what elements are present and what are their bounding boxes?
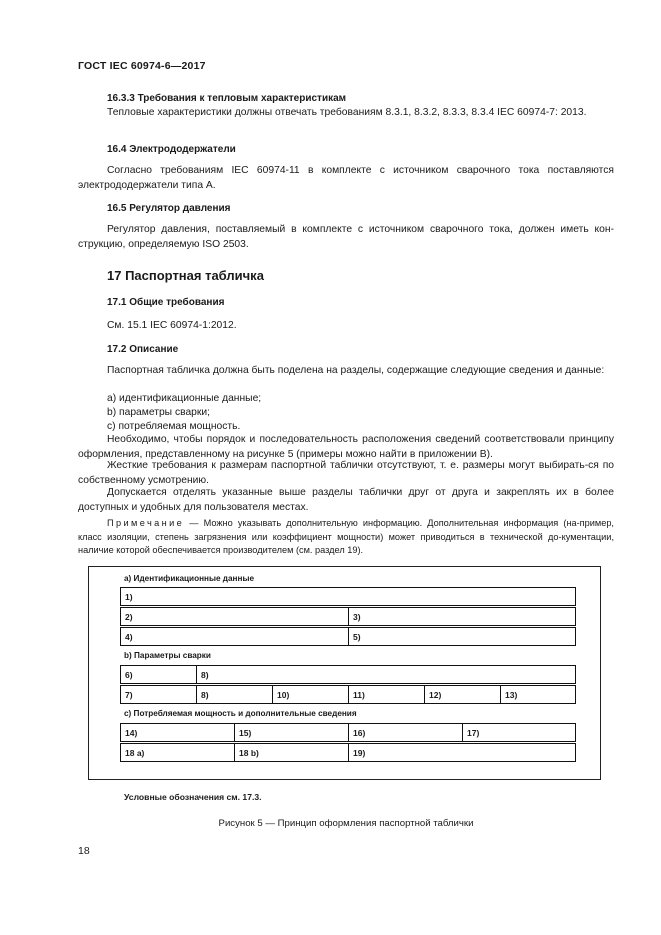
heading-16-5: 16.5 Регулятор давления [107, 203, 231, 214]
cell-1: 1) [125, 591, 133, 602]
heading-17-1: 17.1 Общие требования [107, 297, 225, 308]
nameplate-row-3 [120, 627, 576, 646]
nameplate-row-5 [120, 685, 576, 704]
cell-14: 14) [121, 724, 235, 741]
list-item: b) параметры сварки; [107, 407, 211, 418]
note-text: — Можно указывать дополнительную информацию. Дополнительная информация (на-пример, класс изоляции, степень загрязнения или коэффициент мощности) может приводиться в технической до-кументации, наличие которой обеспечивается производителем (см. раздел 19). [78, 518, 614, 555]
cell-15: 15) [235, 724, 349, 741]
heading-17: 17 Паспортная табличка [107, 268, 264, 283]
cell-7: 7) [121, 686, 197, 703]
cell-4: 4) [121, 628, 349, 645]
paragraph-17-2-sizes: Жесткие требования к размерам паспортной таблички отсутствуют, т. е. размеры могут выбирать-ся по собственному усмотрению. [78, 460, 614, 486]
cell-19: 19) [353, 747, 366, 758]
heading-16-3-3: 16.3.3 Требования к тепловым характеристикам [107, 93, 347, 104]
figure-legend: Условные обозначения см. 17.3. [124, 792, 262, 802]
paragraph-17-2-intro: Паспортная табличка должна быть поделена на разделы, содержащие следующие сведения и данные: [107, 365, 605, 376]
paragraph-16-5: Регулятор давления, поставляемый в комплекте с источником сварочного тока, должен иметь кон-струкцию, определяемую ISO 2503. [78, 224, 614, 250]
paragraph-17-1: См. 15.1 IEC 60974-1:2012. [107, 320, 237, 331]
section-b-label: b) Параметры сварки [124, 651, 211, 660]
paragraph-16-3-3: Тепловые характеристики должны отвечать требованиям 8.3.1, 8.3.2, 8.3.3, 8.3.4 IEC 60974-7: 2013. [107, 107, 587, 118]
list-item: a) идентификационные данные; [107, 393, 262, 404]
cell-10: 10) [273, 686, 349, 703]
nameplate-row-7 [120, 743, 576, 762]
section-a-label: a) Идентификационные данные [124, 574, 254, 583]
section-c-label: c) Потребляемая мощность и дополнительные сведения [124, 709, 357, 718]
figure-caption: Рисунок 5 — Принцип оформления паспортной таблички [218, 818, 474, 829]
cell-6: 6) [121, 666, 197, 683]
heading-16-4: 16.4 Электрододержатели [107, 144, 236, 155]
note-label: Примечание [107, 518, 185, 528]
nameplate-row-4 [120, 665, 576, 684]
nameplate-row-2 [120, 607, 576, 626]
cell-8b: 8) [197, 686, 273, 703]
cell-18a: 18 a) [121, 744, 235, 761]
note [78, 517, 614, 558]
cell-5: 5) [353, 631, 361, 642]
nameplate-row-6 [120, 723, 576, 742]
paragraph-17-2-separation: Допускается отделять указанные выше разделы таблички друг от друга и закреплять их в более доступных и удобных для пользователя местах. [78, 487, 614, 513]
cell-12: 12) [425, 686, 501, 703]
cell-8: 8) [201, 669, 209, 680]
cell-2: 2) [121, 608, 349, 625]
cell-13: 13) [505, 689, 518, 700]
page-number: 18 [78, 845, 90, 857]
cell-3: 3) [353, 611, 361, 622]
cell-18b: 18 b) [235, 744, 349, 761]
heading-17-2: 17.2 Описание [107, 344, 179, 355]
nameplate-row-1 [120, 587, 576, 606]
paragraph-16-4: Согласно требованиям IEC 60974-11 в комплекте с источником сварочного тока поставляются электрододержатели типа А. [78, 165, 614, 191]
cell-17: 17) [467, 727, 480, 738]
paragraph-17-2-order: Необходимо, чтобы порядок и последовательность расположения сведений соответствовали принципу оформления, представленному на рисунке 5 (примеры можно найти в приложении В). [78, 434, 614, 460]
cell-16: 16) [349, 724, 463, 741]
list-item: c) потребляемая мощность. [107, 421, 241, 432]
document-header: ГОСТ IEC 60974-6—2017 [78, 60, 206, 72]
cell-11: 11) [349, 686, 425, 703]
